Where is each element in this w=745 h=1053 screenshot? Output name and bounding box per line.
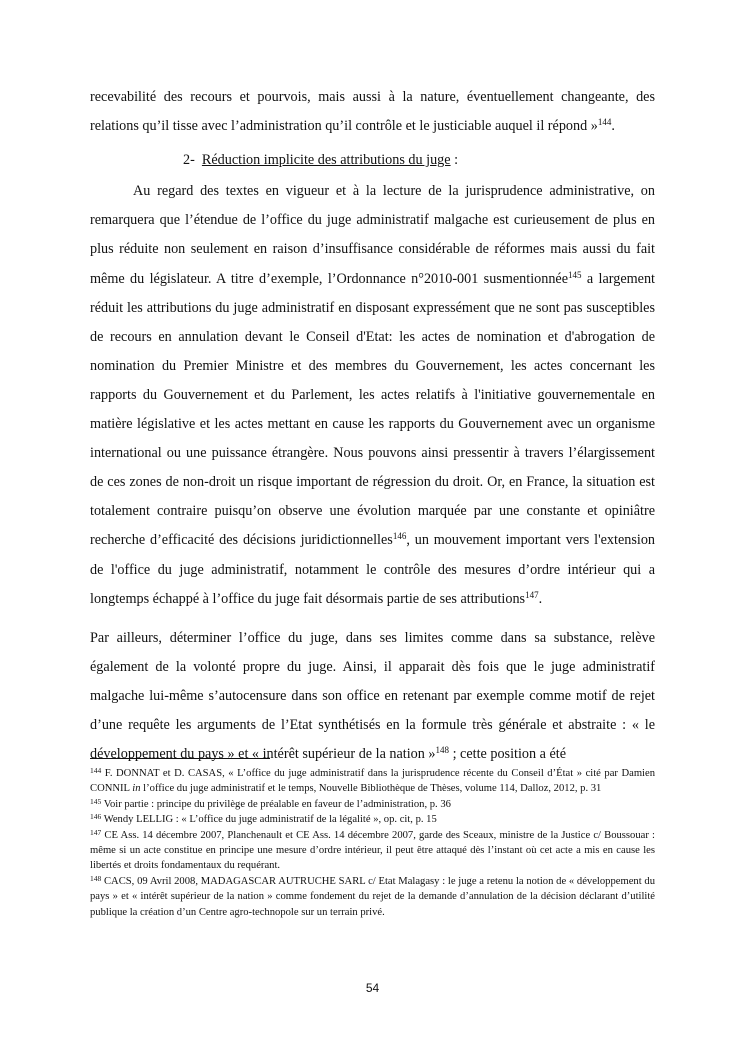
heading-title: Réduction implicite des attributions du juge <box>201 152 451 169</box>
footnote-ref-144[interactable]: 144 <box>597 117 612 128</box>
footnote-text: Wendy LELLIG : « L’office du juge administratif de la légalité », op. cit, p. 15 <box>101 814 437 826</box>
footnote-text: CE Ass. 14 décembre 2007, Planchenault et CE Ass. 14 décembre 2007, garde des Sceaux, ministre de la Justice c/ Boussouar : même si un acte constitue en principe une mesure d’ordre intérieur, il peut être attaqué dès l’instant où cet acte a mis en cause les libertés et droits fondamentaux du requérant. <box>90 829 655 872</box>
footnote-text: Voir partie : principe du privilège de préalable en faveur de l’administration, p. 36 <box>101 798 451 810</box>
paragraph-1 <box>90 83 655 141</box>
footnote-144 <box>90 766 655 797</box>
paragraph-3-text-b: ; cette position a été <box>449 746 567 763</box>
paragraph-2-text-c: , un mouvement important vers l'extension de l'office du juge administratif, notamment le contrôle des mesures d’ordre intérieur qui a longtemps échappé à l’office du juge fait désormais partie de ses attributions <box>90 532 656 607</box>
paragraph-3-text-a: Par ailleurs, déterminer l’office du juge, dans ses limites comme dans sa substance, relève également de la volonté propre du juge. Ainsi, il apparait dès fois que le juge administratif malgache lui-même s’autocensure dans son office en retenant par exemple comme motif de rejet d’une requête les arguments de l’Etat synthétisés en la formule très générale et abstraite : « le développement du pays » et « intérêt supérieur de la nation » <box>90 629 655 763</box>
paragraph-1-text: recevabilité des recours et pourvois, mais aussi à la nature, éventuellement changeante, des relations qu’il tisse avec l’administration qu’il contrôle et le justiciable auquel il répond » <box>90 89 655 135</box>
footnote-separator <box>90 758 270 759</box>
footnote-ref-147[interactable]: 147 <box>525 589 539 600</box>
footnote-text: CACS, 09 Avril 2008, MADAGASCAR AUTRUCHE SARL c/ Etat Malagasy : le juge a retenu la notion de « développement du pays » et « intérêt supérieur de la nation » comme fondement du rejet de la demande d’annulation de la décision déclarant d’utilité publique la création d’un Centre agro-technopole sur un terrain privé. <box>90 875 655 918</box>
section-heading <box>90 146 655 175</box>
paragraph-2-text-a: Au regard des textes en vigueur et à la lecture de la jurisprudence administrative, on remarquera que l’étendue de l’office du juge administratif malgache est curieusement de plus en plus réduite non seulement en raison d’insuffisance considérable de réformes mais aussi du fait même du législateur. A titre d’exemple, l’Ordonnance n°2010-001 susmentionnée <box>90 183 655 287</box>
footnote-ref-146[interactable]: 146 <box>392 531 407 542</box>
page-number: 54 <box>365 981 380 995</box>
paragraph-1-end: . <box>611 118 615 135</box>
heading-colon: : <box>450 152 459 169</box>
footnote-number: 144 <box>90 766 102 775</box>
heading-number: 2- <box>183 152 195 169</box>
paragraph-2-end: . <box>538 590 543 607</box>
footnote-number: 147 <box>90 827 102 837</box>
footnote-text-b: l’office du juge administratif et le temps, Nouvelle Bibliothèque de Thèses, volume 114, Dalloz, 2012, p. 31 <box>140 783 602 795</box>
footnote-145 <box>90 797 655 812</box>
footnote-text: F. DONNAT et D. CASAS, « L’office du juge administratif dans la jurisprudence récente du Conseil d’État » cité par Damien CONNIL <box>90 768 655 795</box>
paragraph-3 <box>90 624 655 769</box>
footnote-number: 145 <box>90 796 102 806</box>
footnote-146 <box>90 812 655 827</box>
footnote-number: 146 <box>90 812 102 822</box>
footnote-number: 148 <box>90 873 102 883</box>
footnotes <box>90 766 655 920</box>
paragraph-2-text-b: a largement réduit les attributions du juge administratif en disposant expressément que ne sont pas susceptibles de recours en annulation devant le Conseil d'Etat: les actes de nomination et d'abrogation de nomination du Premier Ministre et des membres du Gouvernement, les actes concernant les rapports du Gouvernement et du Parlement, les actes relatifs à l'initiative gouvernementale en matière législative et les actes mettant en cause les rapports du Gouvernement avec un organisme international ou une puissance étrangère. Nous pouvons ainsi pressentir à travers l’élargissement de ces zones de non-droit un risque important de régression du droit. Or, en France, la situation est totalement contraire puisqu’on observe une évolution marquée par une constante et opiniâtre recherche d’efficacité des décisions juridictionnelles <box>90 270 656 549</box>
footnote-148 <box>90 874 655 920</box>
paragraph-2 <box>90 177 655 613</box>
footnote-ref-148[interactable]: 148 <box>435 745 450 756</box>
footnote-147 <box>90 828 655 874</box>
footnote-ref-145[interactable]: 145 <box>568 269 582 280</box>
footnote-italic: in <box>132 783 141 795</box>
body-text <box>90 83 655 769</box>
